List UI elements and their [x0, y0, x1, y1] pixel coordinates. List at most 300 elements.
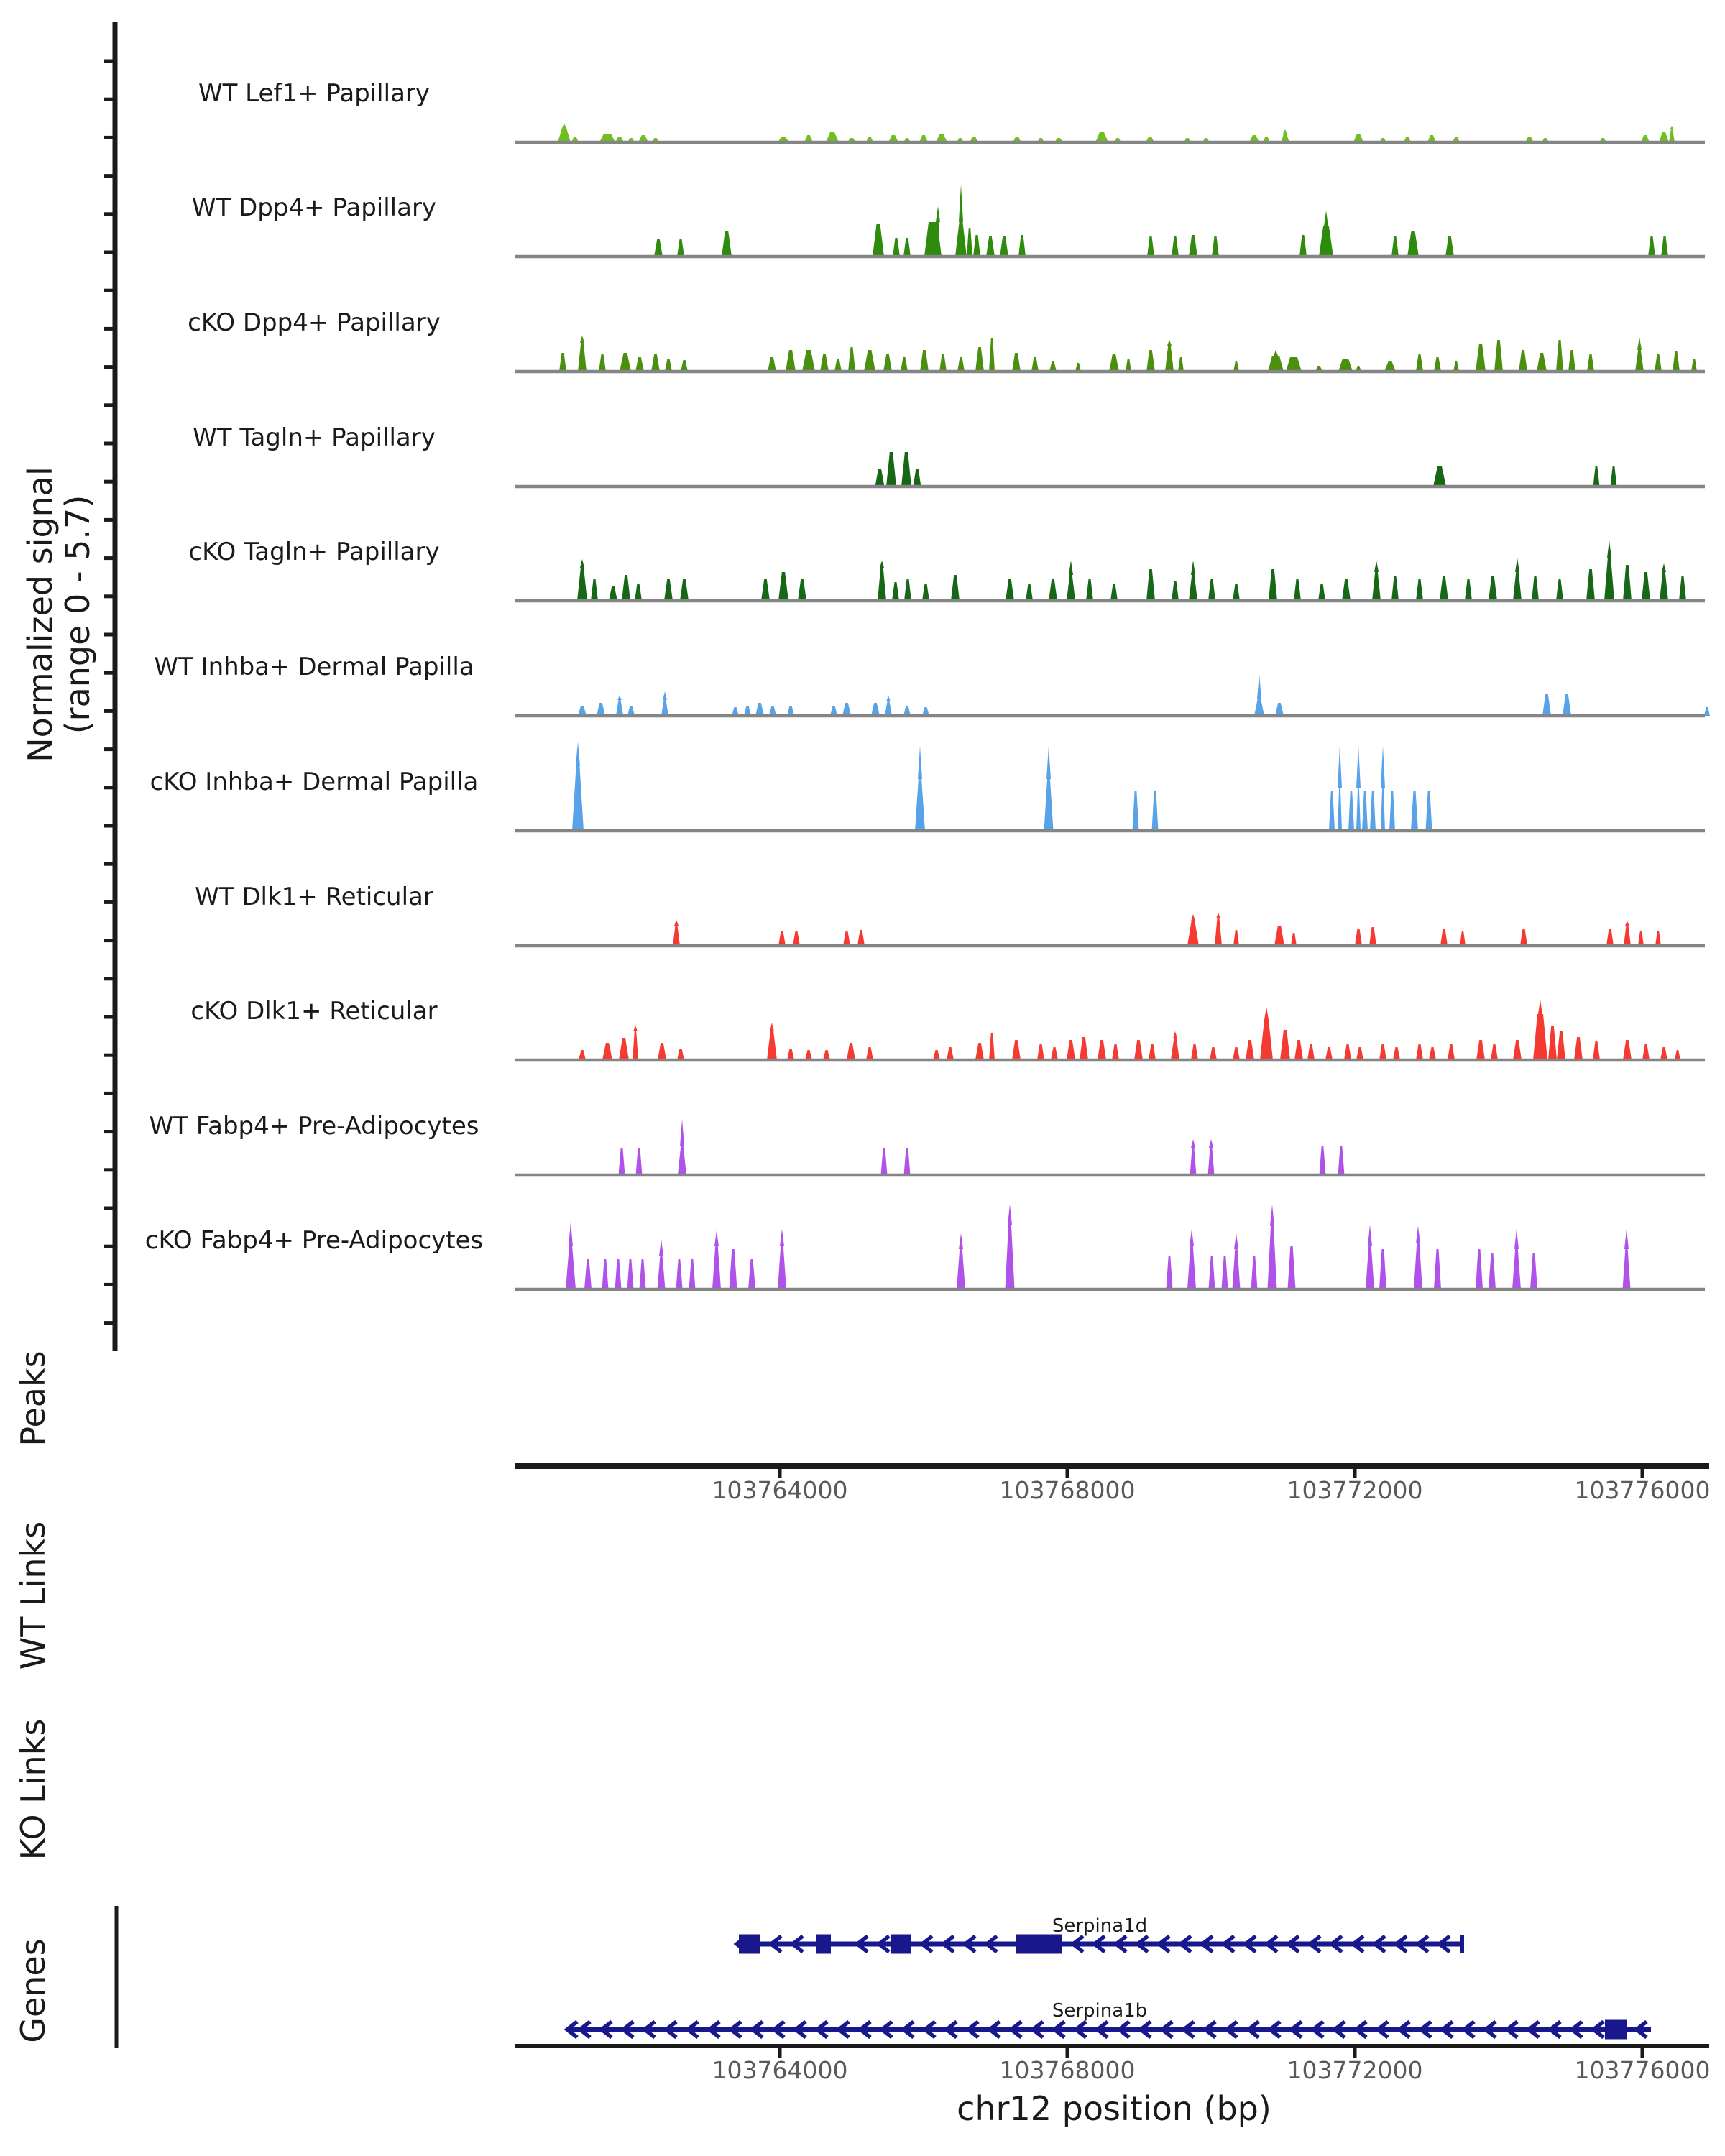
signal-peak — [871, 703, 880, 716]
signal-peak — [658, 1256, 666, 1289]
signal-peak — [1673, 351, 1680, 372]
signal-peak-spike — [1216, 913, 1220, 918]
signal-peak — [1691, 359, 1697, 372]
signal-peak — [1215, 918, 1222, 946]
signal-peak — [1320, 1146, 1326, 1175]
signal-peak — [1356, 788, 1361, 831]
signal-peak — [1149, 1044, 1156, 1060]
signal-peak — [1624, 926, 1631, 946]
signal-peak-spike — [1607, 540, 1611, 558]
genome-x-axis — [515, 2046, 1710, 2084]
signal-peak — [947, 1047, 954, 1060]
signal-peak — [1286, 357, 1302, 372]
gene-model — [567, 2000, 1651, 2040]
signal-track-row — [150, 742, 1705, 831]
signal-peak — [1269, 569, 1277, 601]
signal-peak — [778, 931, 786, 946]
signal-peak — [1369, 927, 1376, 946]
signal-peak — [1274, 926, 1284, 946]
signal-peak — [1254, 699, 1264, 716]
signal-peak — [857, 930, 865, 946]
signal-peak — [635, 584, 642, 601]
signal-peak — [1080, 1037, 1088, 1060]
signal-peak — [1012, 353, 1021, 372]
signal-peak — [886, 452, 896, 487]
signal-peak — [793, 931, 800, 946]
signal-peak — [1110, 584, 1118, 601]
track-label: cKO Tagln+ Papillary — [188, 538, 440, 566]
signal-peak — [1416, 354, 1423, 372]
track-label: WT Dlk1+ Reticular — [195, 883, 433, 911]
signal-peak-spike — [1515, 558, 1519, 572]
signal-peak — [1556, 340, 1563, 372]
gene-models — [116, 1906, 1651, 2048]
signal-peak — [1307, 1044, 1315, 1060]
signal-peak-spike — [959, 185, 963, 222]
signal-peak — [1611, 466, 1617, 487]
signal-peak-spike — [1046, 746, 1051, 779]
track-label: WT Inhba+ Dermal Papilla — [154, 653, 474, 681]
signal-track-row — [188, 538, 1705, 601]
signal-peak — [559, 353, 566, 372]
signal-peak — [1051, 1047, 1058, 1060]
track-label: cKO Dlk1+ Reticular — [190, 997, 438, 1026]
axis-tick-label: 103764000 — [712, 2056, 848, 2084]
signal-peak — [761, 579, 770, 601]
signal-peak — [1635, 350, 1644, 372]
track-label: WT Fabp4+ Pre-Adipocytes — [149, 1112, 479, 1141]
signal-peak — [875, 469, 885, 487]
signal-peak — [680, 579, 689, 601]
signal-peak — [989, 338, 995, 372]
signal-peak — [1440, 929, 1448, 946]
signal-peak — [915, 779, 925, 831]
gene-label: Serpina1d — [1052, 1915, 1148, 1937]
signal-peak — [1548, 1026, 1557, 1060]
signal-peak — [1260, 1020, 1273, 1060]
signal-peak — [778, 1246, 786, 1289]
signal-peak-spike — [680, 1119, 684, 1146]
axis-tick-label: 103772000 — [1287, 2056, 1423, 2084]
signal-peak-spike — [1191, 561, 1195, 575]
signal-track-row — [145, 1204, 1705, 1289]
signal-peak — [973, 235, 980, 257]
signal-peak — [1319, 226, 1333, 257]
signal-peak — [1587, 354, 1594, 372]
signal-track-row — [154, 653, 1710, 716]
signal-peak — [787, 1049, 794, 1060]
signal-peak — [1233, 584, 1240, 601]
signal-peak — [1344, 1044, 1351, 1060]
signal-peak — [798, 579, 806, 601]
signal-peak — [1187, 1246, 1196, 1289]
signal-peak — [1623, 565, 1632, 601]
signal-peak — [904, 1148, 911, 1175]
signal-peak — [778, 572, 788, 601]
signal-peak — [1414, 1243, 1422, 1289]
signal-peak — [673, 926, 680, 946]
signal-peak — [864, 350, 875, 372]
signal-peak — [1167, 1256, 1173, 1289]
signal-peak-spike — [1637, 337, 1642, 350]
signal-peak — [1586, 569, 1595, 601]
gene-exon — [816, 1935, 831, 1954]
signal-peak — [1338, 1146, 1345, 1175]
signal-peak — [922, 584, 929, 601]
signal-peak — [1133, 791, 1139, 831]
signal-peak — [677, 239, 684, 257]
signal-peak — [1448, 1044, 1455, 1060]
signal-peak — [1251, 1256, 1258, 1289]
signal-track-row — [188, 308, 1705, 372]
signal-peak — [1416, 579, 1423, 601]
signal-peak — [1233, 930, 1239, 946]
signal-peak-spike — [780, 1229, 784, 1246]
signal-peak-spike — [1324, 211, 1328, 226]
signal-peak — [1280, 1030, 1290, 1060]
signal-peak — [1537, 353, 1547, 372]
signal-peak — [901, 357, 908, 372]
signal-peak — [802, 350, 815, 372]
signal-peak-spike — [1264, 1007, 1269, 1020]
x-axis-label: chr12 position (bp) — [957, 2089, 1271, 2128]
signal-peak — [1440, 576, 1448, 601]
signal-peak-spike — [1191, 1139, 1195, 1148]
signal-peak — [1362, 791, 1368, 831]
signal-peak — [681, 360, 688, 372]
signal-peak-spike — [1625, 921, 1629, 926]
signal-peak — [878, 568, 886, 601]
signal-peak — [842, 703, 851, 716]
signal-peak — [1291, 933, 1297, 946]
signal-peak — [1593, 1041, 1600, 1060]
signal-peak-spike — [1368, 1225, 1372, 1246]
signal-peak — [1222, 1256, 1228, 1289]
signal-peak — [920, 350, 929, 372]
signal-peak — [1288, 1246, 1296, 1289]
signal-peak — [892, 582, 899, 601]
signal-track-row — [198, 79, 1705, 142]
signal-peak-spike — [1008, 1204, 1012, 1225]
signal-peak-spike — [1381, 746, 1385, 788]
signal-peak — [1642, 572, 1650, 601]
signal-peak — [1381, 788, 1385, 831]
signal-peak — [622, 575, 630, 601]
gene-label: Serpina1b — [1052, 2000, 1148, 2022]
signal-peak-spike — [1356, 746, 1361, 788]
signal-peak — [951, 575, 960, 601]
signal-peak — [712, 1246, 721, 1289]
signal-peak — [1642, 1044, 1650, 1060]
signal-peak — [1209, 1256, 1215, 1289]
track-label: WT Dpp4+ Papillary — [191, 193, 437, 222]
signal-peak-spike — [617, 696, 622, 700]
gene-exon — [891, 1935, 911, 1954]
gene-exon — [1016, 1935, 1062, 1954]
signal-peak — [1165, 346, 1174, 372]
signal-peak — [1429, 1047, 1436, 1060]
signal-peak — [651, 354, 660, 372]
signal-peak — [1426, 791, 1432, 831]
signal-peak — [1300, 235, 1307, 257]
signal-peak — [1109, 354, 1119, 372]
signal-peak — [1669, 129, 1675, 142]
signal-peak — [1407, 231, 1419, 257]
signal-peak — [1191, 1044, 1198, 1060]
signal-peak — [1006, 1225, 1015, 1289]
signal-peak — [1513, 1040, 1522, 1060]
signal-peak-spike — [1416, 1226, 1420, 1243]
signal-peak — [847, 1043, 855, 1060]
signal-peak — [635, 357, 644, 372]
signal-peak — [597, 703, 605, 716]
signal-peak — [1379, 1044, 1386, 1060]
track-label: cKO Fabp4+ Pre-Adipocytes — [144, 1226, 484, 1255]
signal-peak — [1623, 1249, 1631, 1289]
signal-peak — [986, 236, 995, 257]
signal-peak — [1190, 1148, 1197, 1175]
signal-peak — [955, 222, 967, 257]
signal-peak — [1171, 1038, 1179, 1060]
signal-peak — [1355, 929, 1362, 946]
signal-peak — [1513, 572, 1522, 601]
signal-track-row — [192, 185, 1705, 257]
signal-peak-spike — [918, 746, 922, 779]
signal-peak — [1146, 350, 1155, 372]
signal-peak — [1679, 576, 1686, 601]
signal-peak-spike — [580, 559, 584, 568]
signal-peak — [866, 1047, 873, 1060]
signal-peak — [1318, 584, 1325, 601]
signal-peak — [1126, 359, 1131, 372]
axis-tick-label: 103764000 — [712, 1476, 848, 1504]
axis-tick-label: 103776000 — [1574, 1476, 1711, 1504]
axis-tick-label: 103768000 — [999, 2056, 1136, 2084]
signal-peak — [1604, 558, 1614, 601]
signal-peak — [903, 238, 911, 257]
signal-peak — [1491, 1044, 1498, 1060]
signal-peak — [1044, 779, 1054, 831]
signal-peak-spike — [1173, 1031, 1177, 1038]
signal-peak-spike — [1514, 1229, 1519, 1249]
signal-peak — [1542, 694, 1551, 716]
signal-peak — [1520, 929, 1527, 946]
signal-peak-spike — [663, 691, 667, 700]
section-label-wt-links: WT Links — [14, 1521, 52, 1670]
signal-peak — [1568, 350, 1576, 372]
axis-tick-label: 103776000 — [1574, 2056, 1711, 2084]
signal-peak — [1067, 575, 1075, 601]
signal-peak-spike — [576, 742, 580, 766]
signal-peak-spike — [562, 124, 566, 128]
signal-peak — [1532, 576, 1539, 601]
signal-peak — [1661, 236, 1668, 257]
signal-peak — [677, 1049, 684, 1060]
signal-peak — [591, 579, 598, 601]
signal-peak — [883, 354, 892, 372]
signal-peak-spike — [1191, 914, 1195, 921]
signal-peak-spike — [959, 1233, 963, 1249]
signal-peak-spike — [1274, 350, 1278, 356]
signal-peak — [578, 343, 586, 372]
signal-peak — [654, 239, 663, 257]
signal-peak — [1533, 1014, 1547, 1060]
signal-peak — [620, 353, 631, 372]
signal-peak — [1489, 1253, 1496, 1289]
signal-peak — [1530, 1253, 1537, 1289]
signal-peak — [636, 1148, 643, 1175]
signal-peak — [1411, 791, 1418, 831]
track-label: WT Tagln+ Papillary — [193, 423, 436, 452]
signal-peak — [1476, 1040, 1485, 1060]
axis-tick-label: 103768000 — [999, 1476, 1136, 1504]
signal-peak — [1476, 344, 1486, 372]
signal-peak — [1574, 1037, 1583, 1060]
signal-peak — [848, 347, 855, 372]
signal-peak — [1210, 1047, 1217, 1060]
signal-peak — [1389, 791, 1395, 831]
signal-peak — [1434, 1249, 1441, 1289]
signal-peak — [1212, 236, 1219, 257]
signal-peak — [1445, 236, 1454, 257]
signal-peak — [1434, 357, 1441, 372]
signal-peak-spike — [714, 1230, 719, 1246]
signal-peak — [914, 469, 921, 487]
signal-peak — [1372, 572, 1381, 601]
signal-peak — [572, 766, 584, 831]
signal-peak — [1147, 236, 1154, 257]
track-label: cKO Inhba+ Dermal Papilla — [150, 768, 479, 796]
signal-tracks — [145, 79, 1710, 1289]
signal-peak — [989, 1033, 995, 1060]
signal-peak — [786, 350, 796, 372]
signal-peak — [566, 1246, 576, 1289]
signal-peak-spike — [569, 1222, 573, 1246]
signal-peak — [1623, 1040, 1632, 1060]
signal-peak — [1012, 1040, 1021, 1060]
signal-peak-spike — [1069, 561, 1073, 575]
signal-peak — [1648, 236, 1655, 257]
signal-peak — [1325, 1047, 1333, 1060]
signal-peak — [577, 568, 587, 601]
signal-peak — [1146, 569, 1155, 601]
signal-peak — [1189, 575, 1197, 601]
signal-peak — [658, 1043, 666, 1060]
signal-peak — [664, 579, 673, 601]
signal-peak — [975, 1043, 984, 1060]
signal-peak — [599, 354, 606, 372]
signal-peak — [1275, 703, 1284, 716]
signal-peak-spike — [770, 1023, 774, 1031]
signal-peak — [957, 1249, 965, 1289]
signal-peak — [1233, 1249, 1241, 1289]
signal-peak — [627, 1259, 634, 1289]
signal-peak — [1329, 791, 1335, 831]
signal-peak-spike — [1538, 1000, 1542, 1014]
signal-peak — [1660, 1047, 1668, 1060]
signal-track-row — [195, 883, 1705, 946]
signal-peak — [619, 1148, 625, 1175]
signal-peak — [1189, 235, 1197, 257]
signal-peak-spike — [880, 561, 884, 568]
signal-peak — [1557, 1031, 1565, 1060]
signal-peak — [1067, 1040, 1075, 1060]
section-label-peaks: Peaks — [14, 1350, 52, 1447]
signal-peak — [1655, 931, 1661, 946]
signal-peak — [1112, 1044, 1119, 1060]
signal-peak — [609, 586, 617, 601]
signal-peak-spike — [1670, 126, 1674, 129]
signal-peak — [1006, 579, 1014, 601]
signal-track-row — [193, 423, 1705, 487]
gene-exon — [1605, 2020, 1627, 2040]
signal-peak — [619, 1038, 629, 1060]
signal-peak — [1638, 931, 1644, 946]
signal-peak — [1392, 576, 1399, 601]
signal-peak-spike — [1209, 1139, 1213, 1148]
signal-track-row — [190, 997, 1705, 1060]
signal-peak — [722, 231, 732, 257]
signal-peak — [1460, 931, 1466, 946]
gene-model — [737, 1915, 1462, 1954]
signal-peak — [1172, 236, 1179, 257]
signal-peak — [1187, 921, 1199, 946]
signal-peak — [1098, 1040, 1106, 1060]
signal-peak — [1519, 350, 1527, 372]
signal-peak — [689, 1259, 696, 1289]
signal-peak — [939, 354, 947, 372]
signal-peak — [843, 931, 850, 946]
signal-peak-spike — [633, 1026, 638, 1031]
signal-peak — [975, 347, 984, 372]
signal-peak — [1233, 1047, 1240, 1060]
signal-peak — [730, 1249, 737, 1289]
signal-peak-spike — [674, 920, 678, 926]
signal-peak — [1031, 357, 1039, 372]
signal-peak — [678, 1146, 686, 1175]
signal-peak-spike — [1283, 129, 1287, 134]
signal-peak — [1208, 579, 1215, 601]
signal-peak — [767, 1031, 777, 1060]
signal-peak — [755, 703, 764, 716]
signal-peak — [1268, 1226, 1277, 1289]
signal-peak — [1704, 707, 1710, 716]
signal-peak-spike — [1374, 561, 1379, 572]
signal-peak — [1416, 1044, 1423, 1060]
signal-peak — [1018, 235, 1026, 257]
track-label: WT Lef1+ Papillary — [198, 79, 431, 108]
signal-peak-spike — [1167, 340, 1172, 346]
axis-tick-label: 103772000 — [1287, 1476, 1423, 1504]
signal-peak — [661, 700, 668, 716]
signal-peak — [1026, 584, 1033, 601]
signal-peak-spike — [1270, 1204, 1274, 1226]
signal-peak — [1465, 579, 1472, 601]
section-label-genes: Genes — [14, 1938, 52, 2043]
signal-peak — [1370, 791, 1376, 831]
signal-peak — [768, 357, 776, 372]
signal-peak — [967, 228, 972, 257]
signal-peak — [1366, 1246, 1374, 1289]
signal-peak — [957, 357, 965, 372]
signal-peak — [1134, 1040, 1143, 1060]
signal-peak — [665, 359, 672, 372]
signal-peak — [1489, 576, 1497, 601]
signal-peak — [904, 579, 911, 601]
signal-peak — [748, 1259, 755, 1289]
signal-track-row — [150, 1112, 1705, 1175]
signal-peak-spike — [1257, 674, 1261, 699]
